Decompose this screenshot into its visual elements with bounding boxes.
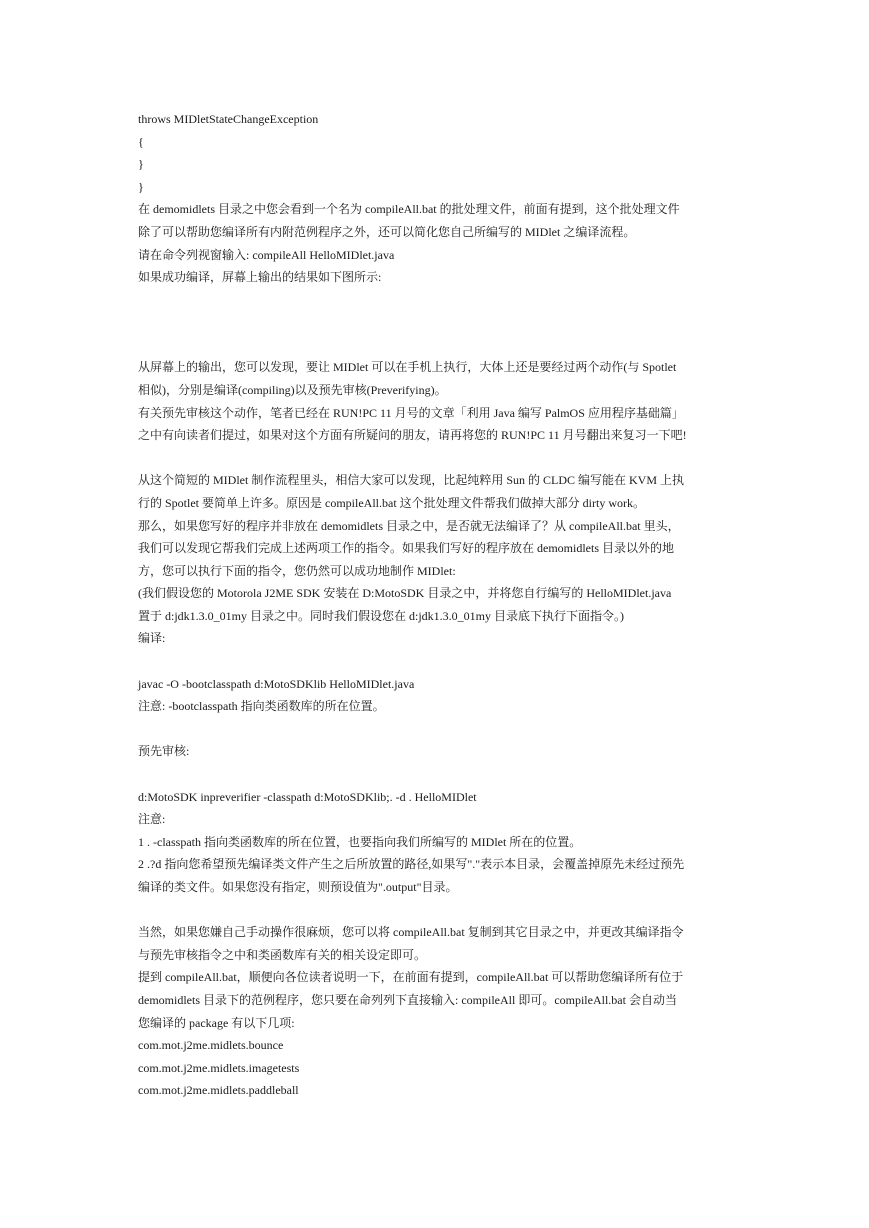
text-line: 编译:: [138, 631, 166, 646]
text-line: demomidlets 目录下的范例程序，您只要在命列列下直接输入: compileAll 即可。compileAll.bat 会自动当: [138, 992, 677, 1007]
text-line: }: [138, 179, 144, 194]
blank-line: [138, 334, 736, 357]
text-line: 注意:: [138, 812, 166, 827]
text-line: (我们假设您的 Motorola J2ME SDK 安装在 D:MotoSDK 目录之中，并将您自行编写的 HelloMIDlet.java: [138, 586, 672, 601]
blank-line: [138, 650, 736, 673]
text-line: 置于 d:jdk1.3.0_01my 目录之中。同时我们假设您在 d:jdk1.3.0_01my 目录底下执行下面指令。): [138, 608, 625, 623]
text-line: 除了可以帮助您编译所有内附范例程序之外，还可以简化您自己所编写的 MIDlet 之编译流程。: [138, 224, 636, 239]
text-line: 在 demomidlets 目录之中您会看到一个名为 compileAll.bat 的批处理文件，前面有提到，这个批处理文件: [138, 202, 680, 217]
text-line: 方，您可以执行下面的指令，您仍然可以成功地制作 MIDlet:: [138, 563, 456, 578]
text-line: 提到 compileAll.bat，顺便向各位读者说明一下，在前面有提到，compileAll.bat 可以帮助您编译所有位于: [138, 970, 684, 985]
text-line: 与预先审核指令之中和类函数库有关的相关设定即可。: [138, 947, 427, 962]
text-line: 之中有向读者们提过，如果对这个方面有所疑问的朋友，请再将您的 RUN!PC 11 月号翻出来复习一下吧!: [138, 428, 687, 443]
blank-line: [138, 763, 736, 786]
text-line: 请在命令列视窗输入: compileAll HelloMIDlet.java: [138, 247, 395, 262]
text-line: {: [138, 134, 144, 149]
code-line: d:MotoSDK inpreverifier -classpath d:MotoSDKlib;. -d . HelloMIDlet: [138, 789, 477, 804]
text-line: 1 . -classpath 指向类函数库的所在位置，也要指向我们所编写的 MIDlet 所在的位置。: [138, 834, 582, 849]
text-line: 编译的类文件。如果您没有指定，则预设值为".output"目录。: [138, 880, 458, 894]
package-item: com.mot.j2me.midlets.imagetests: [138, 1060, 300, 1075]
text-line: 那么，如果您写好的程序并非放在 demomidlets 目录之中，是否就无法编译了？从 compileAll.bat 里头，: [138, 518, 680, 533]
text-line: 注意: -bootclasspath 指向类函数库的所在位置。: [138, 699, 385, 714]
missing-figure-space: [138, 289, 736, 334]
text-line: throws MIDletStateChangeException: [138, 112, 319, 126]
text-line: 2 .?d 指向您希望预先编译类文件产生之后所放置的路径,如果写"."表示本目录，会覆盖掉原先未经过预先: [138, 857, 685, 872]
package-item: com.mot.j2me.midlets.bounce: [138, 1038, 284, 1053]
document-body: [138, 108, 736, 1102]
text-line: 当然，如果您嫌自己手动操作很麻烦，您可以将 compileAll.bat 复制到其它目录之中，并更改其编译指令: [138, 925, 684, 940]
package-item: com.mot.j2me.midlets.paddleball: [138, 1083, 299, 1098]
text-line: 从屏幕上的输出，您可以发现，要让 MIDlet 可以在手机上执行，大体上还是要经过两个动作(与 Spotlet: [138, 360, 677, 375]
text-line: 有关预先审核这个动作，笔者已经在 RUN!PC 11 月号的文章「利用 Java 编写 PalmOS 应用程序基础篇」: [138, 405, 684, 420]
text-line: 相似)，分别是编译(compiling)以及预先审核(Preverifying)。: [138, 382, 447, 397]
text-line: 您编译的 package 有以下几项:: [138, 1015, 295, 1030]
text-line: 从这个简短的 MIDlet 制作流程里头，相信大家可以发现，比起纯粹用 Sun 的 CLDC 编写能在 KVM 上执: [138, 473, 685, 488]
text-line: 预先审核:: [138, 744, 190, 759]
code-line: javac -O -bootclasspath d:MotoSDKlib HelloMIDlet.java: [138, 676, 415, 691]
text-line: 我们可以发现它帮我们完成上述两项工作的指令。如果我们写好的程序放在 demomidlets 目录以外的地: [138, 541, 674, 556]
blank-line: [138, 718, 736, 741]
text-line: }: [138, 157, 144, 172]
blank-line: [138, 447, 736, 470]
text-line: 如果成功编译，屏幕上输出的结果如下图所示:: [138, 270, 382, 285]
blank-line: [138, 899, 736, 922]
text-line: 行的 Spotlet 要简单上许多。原因是 compileAll.bat 这个批处理文件帮我们做掉大部分 dirty work。: [138, 495, 645, 510]
